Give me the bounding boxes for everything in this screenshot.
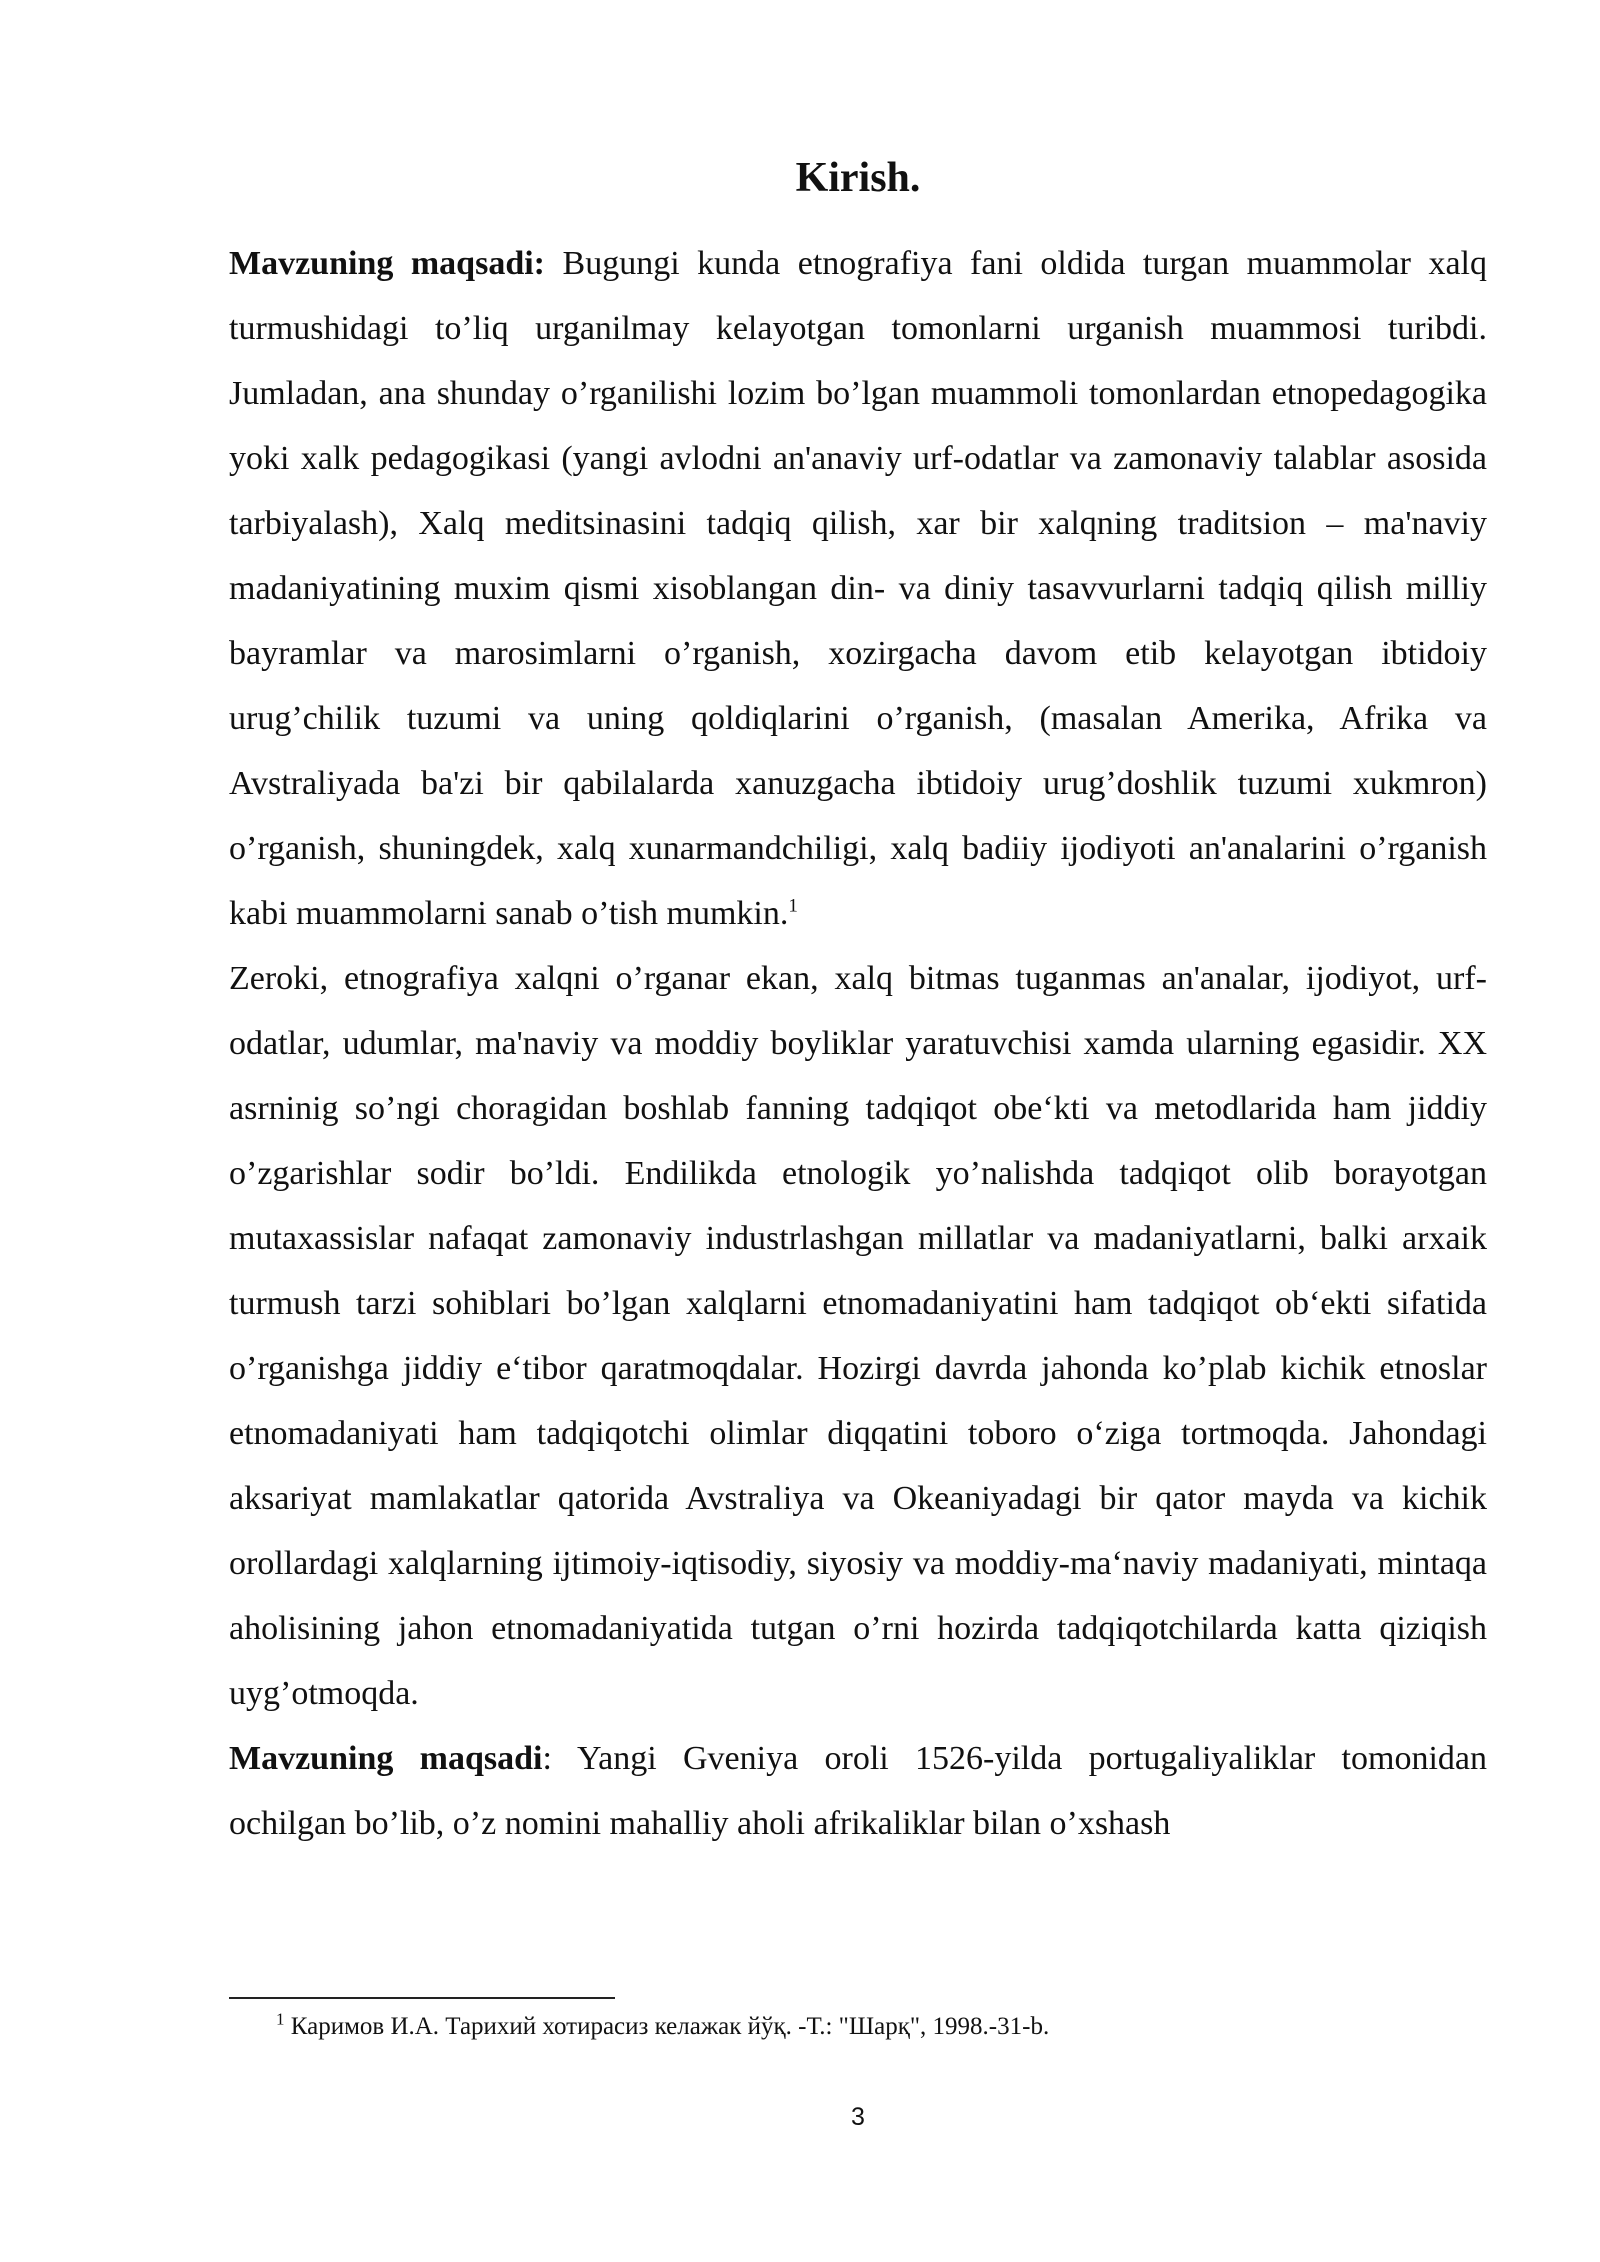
page-title: Kirish. (795, 155, 921, 201)
page-number: 3 (851, 2103, 865, 2131)
paragraph-2 (229, 946, 1487, 1726)
body-text (229, 231, 1487, 1856)
paragraph-lead: Mavzuning maqsadi (229, 1740, 543, 1777)
footnote-separator (229, 1997, 615, 1999)
paragraph-text: Bugungi kunda etnografiya fani oldida turgan muammolar xalq turmushidagi to’liq urganilmay kelayotgan tomonlarni urganish muammosi turibdi. Jumladan, ana shunday o’rganilishi lozim bo’lgan muammoli tomonlardan etnopedagogika yoki xalk pedagogikasi (yangi avlodni an'anaviy urf-odatlar va zamonaviy talablar asosida tarbiyalash), Xalq meditsinasini tadqiq qilish, xar bir xalqning traditsion – ma'naviy madaniyatining muxim qismi xisoblangan din- va diniy tasavvurlarni tadqiq qilish milliy bayramlar va marosimlarni o’rganish, xozirgacha davom etib kelayotgan ibtidoiy urug’chilik tuzumi va uning qoldiqlarini o’rganish, (masalan Amerika, Afrika va Avstraliyada ba'zi bir qabilalarda xanuzgacha ibtidoiy urug’doshlik tuzumi xukmron) o’rganish, shuningdek, xalq xunarmandchiligi, xalq badiiy ijodiyoti an'analarini o’rganish kabi muammolarni sanab o’tish mumkin. (229, 245, 1487, 932)
footnote-reference[interactable]: 1 (788, 895, 798, 917)
paragraph-text: : Yangi Gveniya oroli 1526-yilda portugaliyaliklar tomonidan ochilgan bo’lib, o’z nomini mahalliy aholi afrikaliklar bilan o’xshash (229, 1740, 1487, 1842)
paragraph-3 (229, 1726, 1487, 1856)
paragraph-lead: Mavzuning maqsadi: (229, 245, 546, 282)
footnote-text: Каримов И.А. Тарихий хотирасиз келажак йўқ. -Т.: "Шарқ", 1998.-31-b. (284, 2013, 1050, 2040)
footnote (276, 2010, 1476, 2044)
footnote-number: 1 (276, 2009, 285, 2029)
paragraph-1 (229, 231, 1487, 946)
paragraph-text: Zeroki, etnografiya xalqni o’rganar ekan, xalq bitmas tuganmas an'analar, ijodiyot, urf-odatlar, udumlar, ma'naviy va moddiy boyliklar yaratuvchisi xamda ularning egasidir. XX asrninig so’ngi choragidan boshlab fanning tadqiqot obe‘kti va metodlarida ham jiddiy o’zgarishlar sodir bo’ldi. Endilikda etnologik yo’nalishda tadqiqot olib borayotgan mutaxassislar nafaqat zamonaviy industrlashgan millatlar va madaniyatlarni, balki arxaik turmush tarzi sohiblari bo’lgan xalqlarni etnomadaniyatini ham tadqiqot ob‘ekti sifatida o’rganishga jiddiy e‘tibor qaratmoqdalar. Hozirgi davrda jahonda ko’plab kichik etnoslar etnomadaniyati ham tadqiqotchi olimlar diqqatini toboro o‘ziga tortmoqda. Jahondagi aksariyat mamlakatlar qatorida Avstraliya va Okeaniyadagi bir qator mayda va kichik orollardagi xalqlarning ijtimoiy-iqtisodiy, siyosiy va moddiy-ma‘naviy madaniyati, mintaqa aholisining jahon etnomadaniyatida tutgan o’rni hozirda tadqiqotchilarda katta qiziqish uyg’otmoqda. (229, 960, 1487, 1712)
